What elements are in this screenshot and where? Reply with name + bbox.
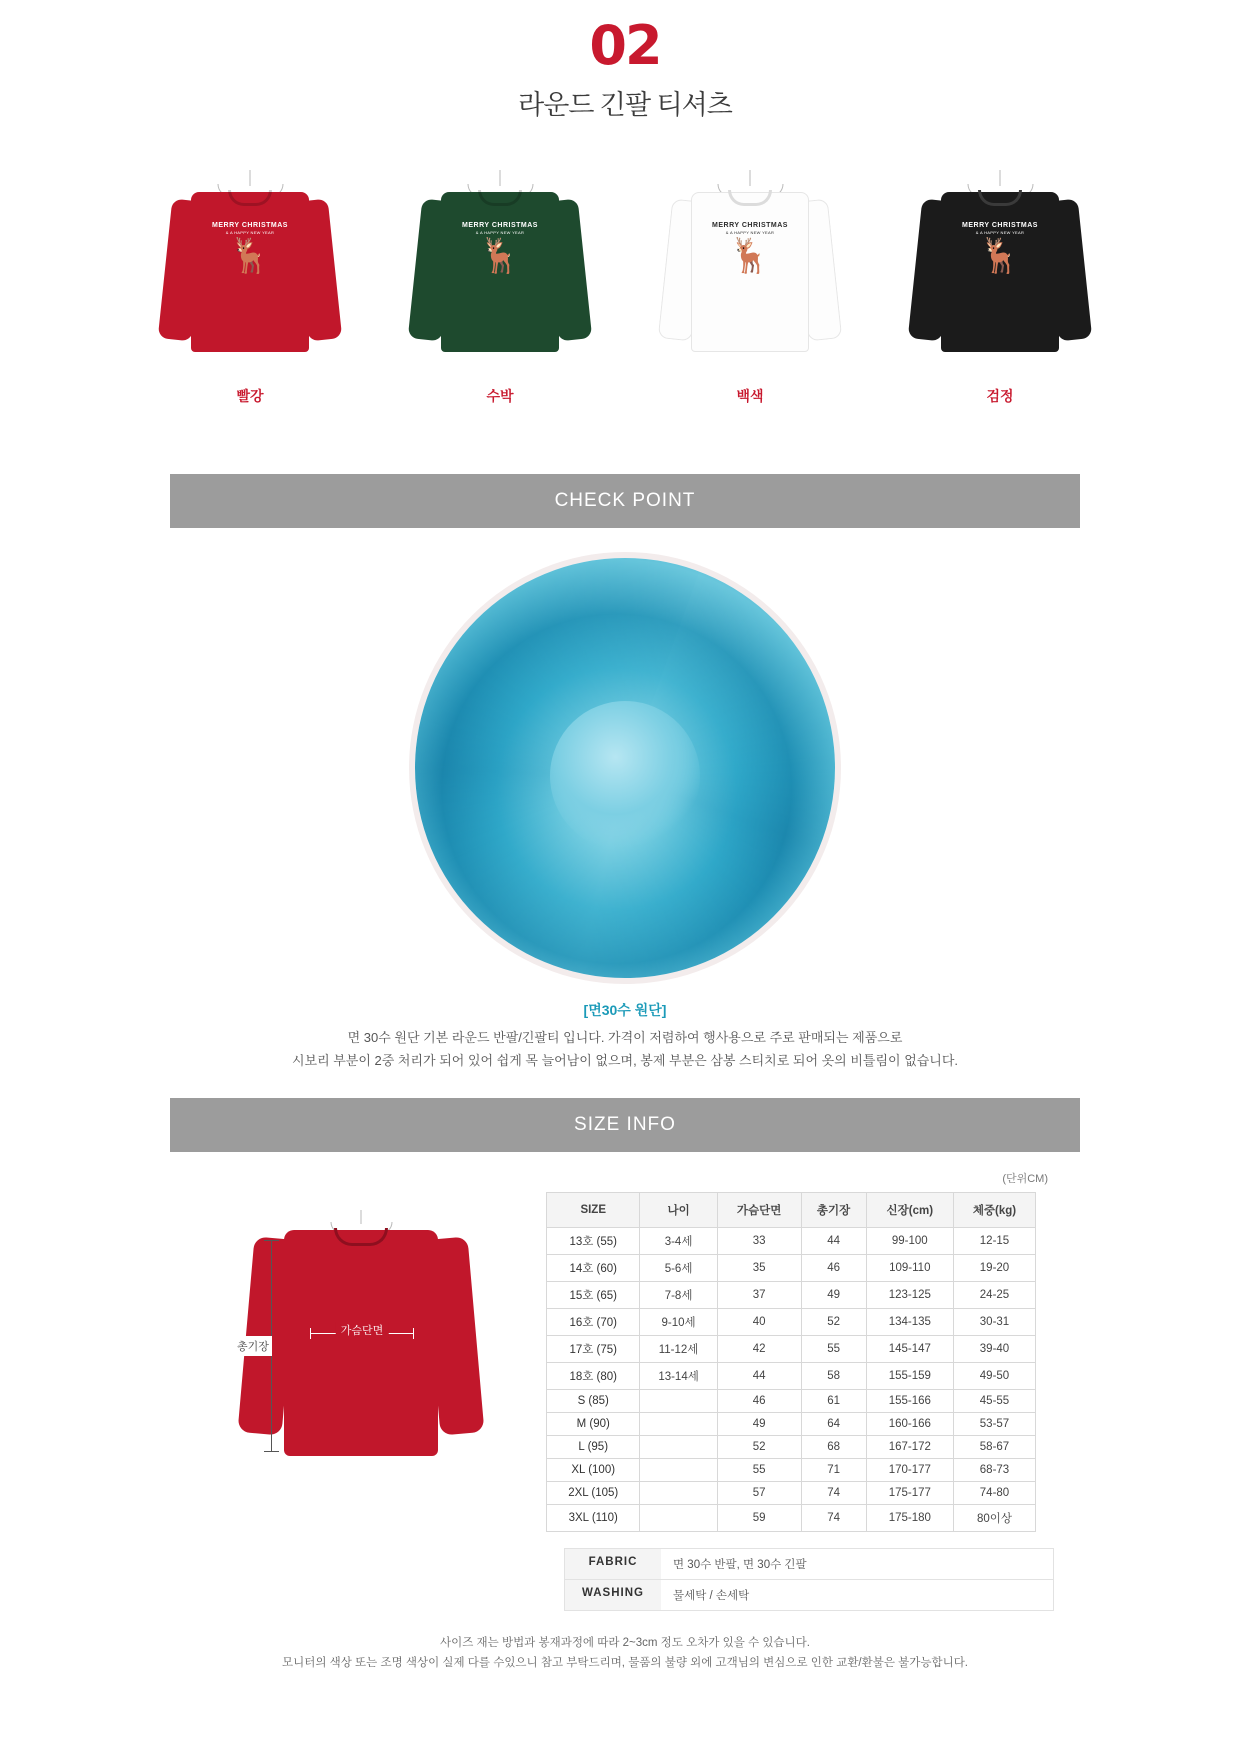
cell-size: 2XL (105) (547, 1481, 640, 1504)
cell-chest: 35 (717, 1254, 801, 1281)
shirt-image-red (150, 170, 350, 370)
table-row (547, 1504, 1036, 1531)
color-label-black: 검정 (986, 387, 1014, 404)
color-variant-white[interactable] (650, 170, 850, 406)
cell-age (640, 1504, 717, 1531)
hanger-icon (1000, 170, 1001, 186)
cell-size: 18호 (80) (547, 1362, 640, 1389)
size-info-body (170, 1152, 1080, 1700)
cell-length: 71 (801, 1458, 866, 1481)
cell-height: 170-177 (866, 1458, 953, 1481)
print-line-1: MERRY CHRISTMAS (212, 221, 288, 229)
cell-weight: 58-67 (953, 1435, 1035, 1458)
reindeer-icon: 🦌 (978, 236, 1022, 275)
color-label-red: 빨강 (236, 387, 264, 404)
cell-chest: 40 (717, 1308, 801, 1335)
cell-length: 44 (801, 1227, 866, 1254)
cell-chest: 49 (717, 1412, 801, 1435)
table-row (547, 1481, 1036, 1504)
cell-height: 160-166 (866, 1412, 953, 1435)
check-point-title-bar: CHECK POINT (170, 474, 1080, 528)
table-row (547, 1335, 1036, 1362)
cell-length: 64 (801, 1412, 866, 1435)
cell-length: 58 (801, 1362, 866, 1389)
cell-weight: 39-40 (953, 1335, 1035, 1362)
washing-key: WASHING (565, 1580, 661, 1610)
th-size: SIZE (547, 1192, 640, 1227)
table-row (547, 1389, 1036, 1412)
cell-length: 68 (801, 1435, 866, 1458)
cell-length: 46 (801, 1254, 866, 1281)
th-age: 나이 (640, 1192, 717, 1227)
footnote-line-2: 모니터의 색상 또는 조명 색상이 실제 다를 수있으니 참고 부탁드리며, 물품의 불량 외에 고객님의 변심으로 인한 교환/환불은 불가능합니다. (282, 1657, 968, 1670)
cell-age (640, 1412, 717, 1435)
cell-weight: 80이상 (953, 1504, 1035, 1531)
cell-age: 13-14세 (640, 1362, 717, 1389)
cell-age: 5-6세 (640, 1254, 717, 1281)
cell-size: 3XL (110) (547, 1504, 640, 1531)
cell-size: 17호 (75) (547, 1335, 640, 1362)
cell-age: 3-4세 (640, 1227, 717, 1254)
footnote-line-1: 사이즈 재는 방법과 봉재과정에 따라 2~3cm 정도 오차가 있을 수 있습니다. (440, 1636, 810, 1649)
chest-print (455, 222, 545, 273)
print-line-2: & A HAPPY NEW YEAR (725, 229, 775, 235)
cell-chest: 46 (717, 1389, 801, 1412)
fabric-desc-line-1: 면 30수 원단 기본 라운드 반팔/긴팔티 입니다. 가격이 저렴하여 행사용으로 주로 판매되는 제품으로 (347, 1029, 903, 1045)
cell-height: 123-125 (866, 1281, 953, 1308)
hanger-icon (250, 170, 251, 186)
table-row (547, 1412, 1036, 1435)
cell-length: 61 (801, 1389, 866, 1412)
page-title: 라운드 긴팔 티셔츠 (518, 89, 732, 120)
cell-height: 155-159 (866, 1362, 953, 1389)
table-row (547, 1308, 1036, 1335)
cell-chest: 57 (717, 1481, 801, 1504)
cell-age: 11-12세 (640, 1335, 717, 1362)
cell-size: XL (100) (547, 1458, 640, 1481)
cell-size: 16호 (70) (547, 1308, 640, 1335)
cell-length: 55 (801, 1335, 866, 1362)
cell-size: 15호 (65) (547, 1281, 640, 1308)
hanger-icon (500, 170, 501, 186)
table-row (547, 1362, 1036, 1389)
size-info-title-bar: SIZE INFO (170, 1098, 1080, 1152)
chest-width-label: 가슴단면 (336, 1322, 389, 1338)
washing-value: 물세탁 / 손세탁 (673, 1589, 750, 1602)
cell-age (640, 1435, 717, 1458)
cell-weight: 24-25 (953, 1281, 1035, 1308)
cell-weight: 12-15 (953, 1227, 1035, 1254)
cell-size: 14호 (60) (547, 1254, 640, 1281)
total-length-label: 총기장 (234, 1336, 272, 1356)
fabric-value: 면 30수 반팔, 면 30수 긴팔 (673, 1558, 807, 1571)
cell-age (640, 1389, 717, 1412)
footnote (196, 1633, 1054, 1674)
cell-height: 134-135 (866, 1308, 953, 1335)
shirt-image-white (650, 170, 850, 370)
cell-weight: 49-50 (953, 1362, 1035, 1389)
cell-height: 155-166 (866, 1389, 953, 1412)
unit-note: (단위CM) (1002, 1172, 1048, 1185)
fabric-key: FABRIC (565, 1549, 661, 1579)
table-header-row (547, 1192, 1036, 1227)
table-row (547, 1227, 1036, 1254)
check-point-section (170, 474, 1080, 1098)
cell-weight: 45-55 (953, 1389, 1035, 1412)
cell-age: 9-10세 (640, 1308, 717, 1335)
cell-chest: 42 (717, 1335, 801, 1362)
cell-height: 109-110 (866, 1254, 953, 1281)
reindeer-icon: 🦌 (728, 236, 772, 275)
page-header (0, 0, 1250, 122)
table-row (547, 1435, 1036, 1458)
th-chest: 가슴단면 (717, 1192, 801, 1227)
th-weight: 체중(kg) (953, 1192, 1035, 1227)
washing-row (564, 1579, 1054, 1611)
color-variant-list (0, 170, 1250, 406)
print-line-1: MERRY CHRISTMAS (462, 221, 538, 229)
cell-age (640, 1481, 717, 1504)
cell-weight: 19-20 (953, 1254, 1035, 1281)
fabric-title: [면30수 원단] (583, 1001, 667, 1018)
fabric-caption (170, 1000, 1080, 1072)
cell-weight: 53-57 (953, 1412, 1035, 1435)
color-label-green: 수박 (486, 387, 514, 404)
cell-height: 167-172 (866, 1435, 953, 1458)
cell-length: 52 (801, 1308, 866, 1335)
cell-age (640, 1458, 717, 1481)
color-variant-green[interactable] (400, 170, 600, 406)
cell-length: 49 (801, 1281, 866, 1308)
care-info (564, 1548, 1054, 1611)
chest-print (205, 222, 295, 273)
table-row (547, 1281, 1036, 1308)
print-line-1: MERRY CHRISTMAS (712, 221, 788, 229)
th-length: 총기장 (801, 1192, 866, 1227)
color-variant-black[interactable] (900, 170, 1100, 406)
reindeer-icon: 🦌 (478, 236, 522, 275)
cell-height: 175-177 (866, 1481, 953, 1504)
cell-weight: 68-73 (953, 1458, 1035, 1481)
cell-size: M (90) (547, 1412, 640, 1435)
total-length-arrow (237, 1236, 278, 1456)
print-line-2: & A HAPPY NEW YEAR (225, 229, 275, 235)
cell-age: 7-8세 (640, 1281, 717, 1308)
shirt-image-green (400, 170, 600, 370)
color-label-white: 백색 (736, 387, 764, 404)
page-number: 02 (589, 14, 661, 77)
cell-chest: 55 (717, 1458, 801, 1481)
size-table-wrap (546, 1192, 1054, 1611)
cell-chest: 44 (717, 1362, 801, 1389)
cell-chest: 37 (717, 1281, 801, 1308)
hanger-icon (750, 170, 751, 186)
print-line-2: & A HAPPY NEW YEAR (975, 229, 1025, 235)
cell-height: 99-100 (866, 1227, 953, 1254)
table-row (547, 1458, 1036, 1481)
cell-length: 74 (801, 1504, 866, 1531)
reindeer-icon: 🦌 (228, 236, 272, 275)
chest-print (705, 222, 795, 273)
shirt-image-black (900, 170, 1100, 370)
cell-size: L (95) (547, 1435, 640, 1458)
print-line-2: & A HAPPY NEW YEAR (475, 229, 525, 235)
cell-height: 175-180 (866, 1504, 953, 1531)
table-row (547, 1254, 1036, 1281)
fabric-photo (415, 558, 835, 978)
cell-size: S (85) (547, 1389, 640, 1412)
cell-chest: 52 (717, 1435, 801, 1458)
fabric-row (564, 1548, 1054, 1579)
check-point-body (170, 528, 1080, 1098)
cell-size: 13호 (55) (547, 1227, 640, 1254)
hanger-icon (361, 1210, 362, 1224)
cell-chest: 59 (717, 1504, 801, 1531)
measurement-diagram (196, 1192, 526, 1611)
size-info-section (170, 1098, 1080, 1700)
size-table (546, 1192, 1036, 1532)
fabric-desc-line-2: 시보리 부분이 2중 처리가 되어 있어 쉽게 목 늘어남이 없으며, 봉제 부분은 삼봉 스티치로 되어 옷의 비틀림이 없습니다. (291, 1053, 959, 1069)
shirt-body (284, 1230, 438, 1456)
cell-weight: 74-80 (953, 1481, 1035, 1504)
cell-length: 74 (801, 1481, 866, 1504)
cell-height: 145-147 (866, 1335, 953, 1362)
th-height: 신장(cm) (866, 1192, 953, 1227)
chest-print (955, 222, 1045, 273)
cell-chest: 33 (717, 1227, 801, 1254)
cell-weight: 30-31 (953, 1308, 1035, 1335)
color-variant-red[interactable] (150, 170, 350, 406)
chest-width-arrow (302, 1324, 422, 1340)
print-line-1: MERRY CHRISTMAS (962, 221, 1038, 229)
